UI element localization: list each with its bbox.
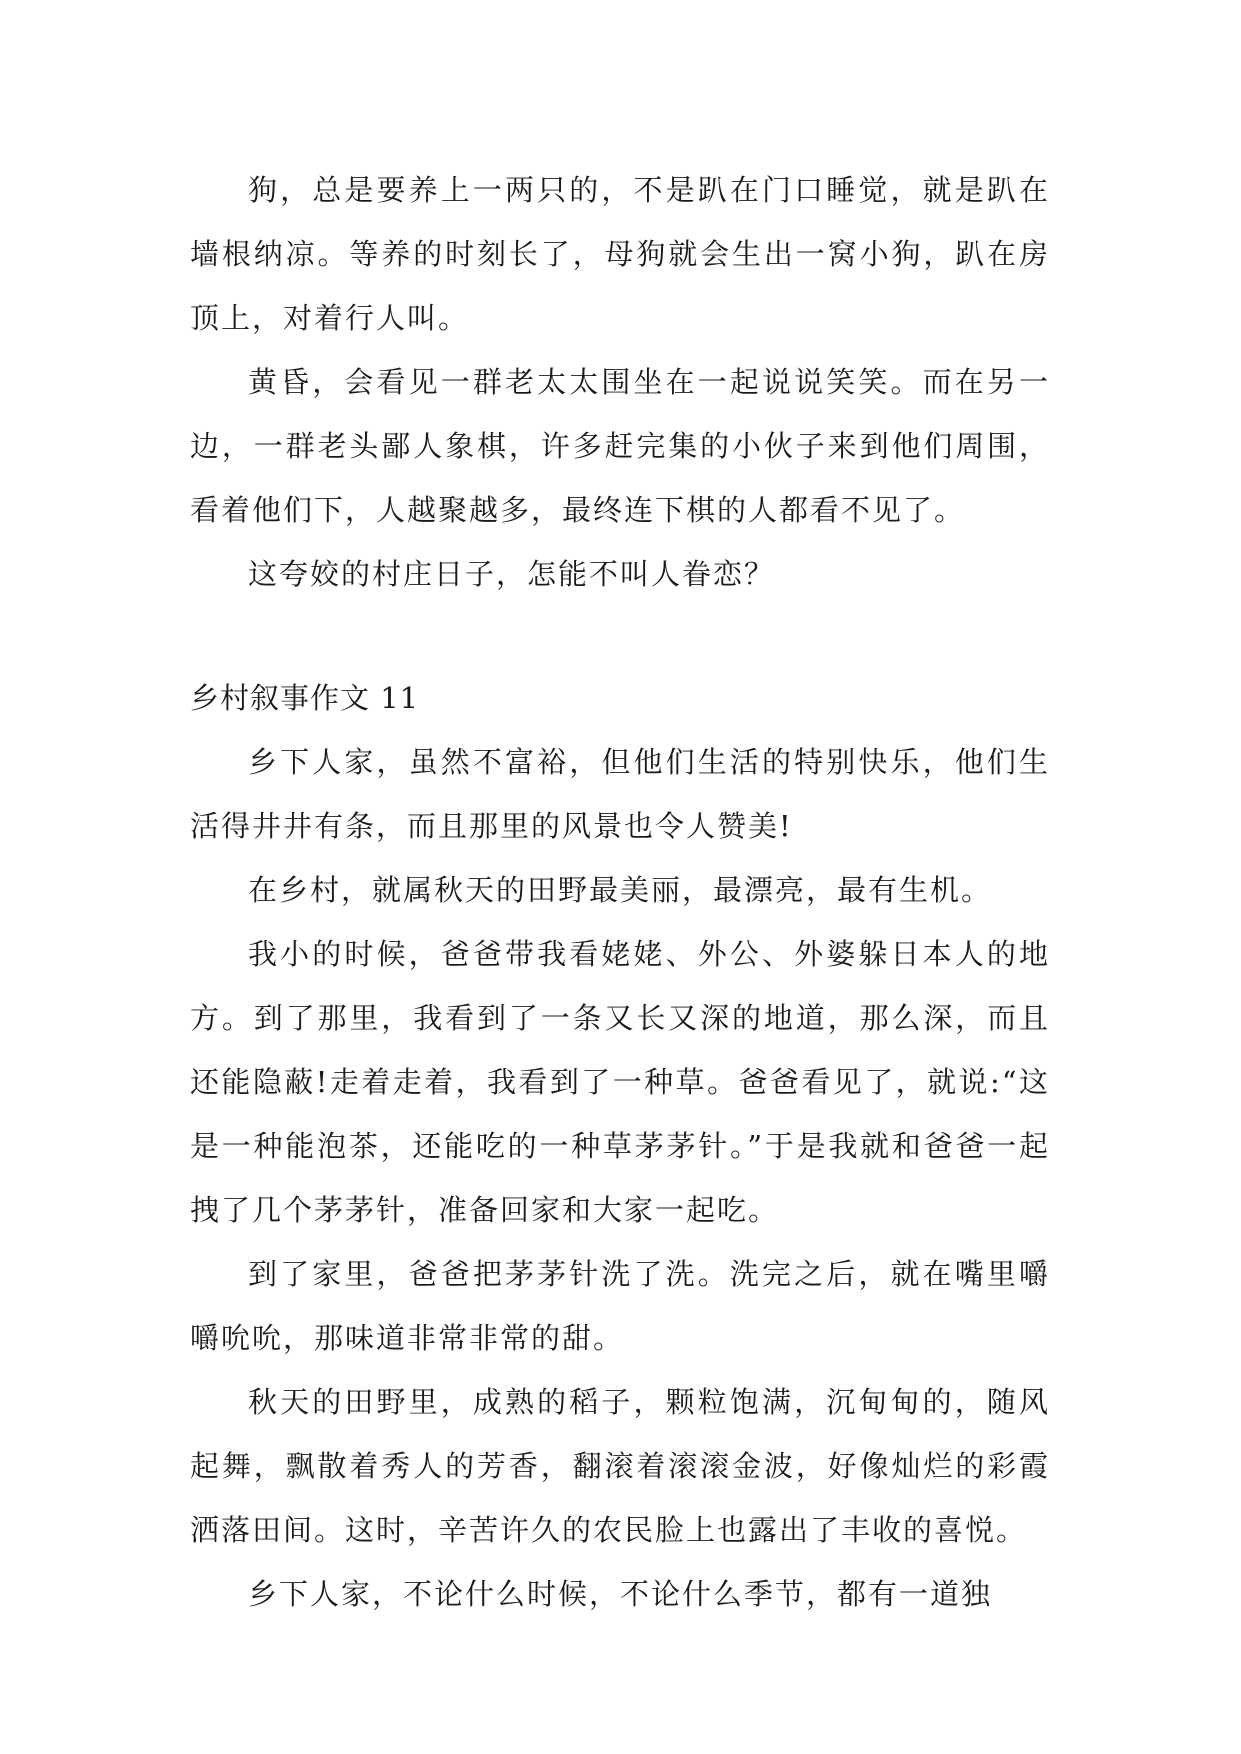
paragraph-rice-harvest: 秋天的田野里，成熟的稻子，颗粒饱满，沉甸甸的，随风起舞，飘散着秀人的芳香，翻滚着滚滚金波，好像灿烂的彩霞洒落田间。这时，辛苦许久的农民脸上也露出了丰收的喜悦。: [190, 1385, 1050, 1547]
document-body: [190, 158, 1050, 1626]
paragraph-dogs: 狗，总是要养上一两只的，不是趴在门口睡觉，就是趴在墙根纳凉。等养的时刻长了，母狗就会生出一窝小狗，趴在房顶上，对着行人叫。: [190, 173, 1050, 335]
paragraph-country-family: 乡下人家，虽然不富裕，但他们生活的特别快乐，他们生活得井井有条，而且那里的风景也令人赞美!: [190, 745, 1050, 843]
section-title: 乡村叙事作文 11: [190, 681, 420, 715]
paragraph-childhood-tunnel: 我小的时候，爸爸带我看姥姥、外公、外婆躲日本人的地方。到了那里，我看到了一条又长又深的地道，那么深，而且还能隐蔽!走着走着，我看到了一种草。爸爸看见了，就说:“这是一种能泡茶，还能吃的一种草茅茅针。”于是我就和爸爸一起拽了几个茅茅针，准备回家和大家一起吃。: [190, 937, 1050, 1227]
paragraph-every-season: 乡下人家，不论什么时候，不论什么季节，都有一道独: [248, 1577, 993, 1611]
paragraph-village-life: 这夸姣的村庄日子，怎能不叫人眷恋？: [248, 557, 776, 591]
paragraph-dusk: 黄昏，会看见一群老太太围坐在一起说说笑笑。而在另一边，一群老头鄙人象棋，许多赶完集的小伙子来到他们周围，看着他们下，人越聚越多，最终连下棋的人都看不见了。: [190, 365, 1050, 527]
paragraph-autumn-fields: 在乡村，就属秋天的田野最美丽，最漂亮，最有生机。: [248, 873, 993, 907]
paragraph-tasting-grass: 到了家里，爸爸把茅茅针洗了洗。洗完之后，就在嘴里嚼嚼吮吮，那味道非常非常的甜。: [190, 1257, 1050, 1355]
